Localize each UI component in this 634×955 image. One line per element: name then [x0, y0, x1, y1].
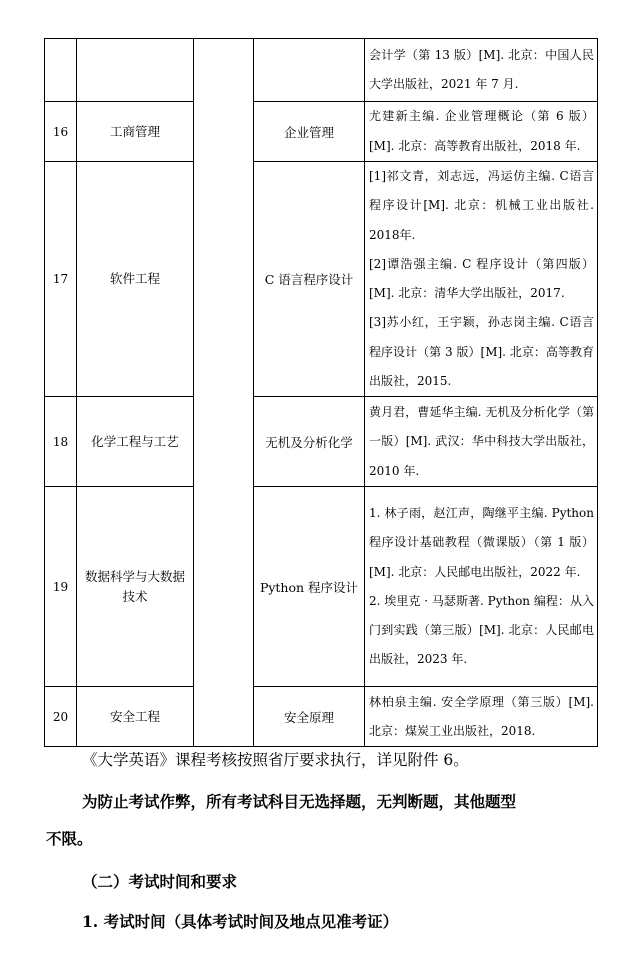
- reference-text: 会计学（第 13 版）[M]. 北京：中国人民大学出版社，2021 年 7 月.: [369, 47, 594, 91]
- reference-cell: [365, 397, 598, 487]
- reference-text: 1. 林子雨，赵江声，陶继平主编. Python 程序设计基础教程（微课版）（第 1 版）[M]. 北京：人民邮电出版社，2022 年.: [369, 505, 594, 579]
- course-name: 企业管理: [254, 102, 365, 162]
- major-name: 工商管理: [77, 102, 194, 162]
- table-row: [45, 162, 598, 397]
- anti-cheating-note: 为防止考试作弊，所有考试科目无选择题，无判断题，其他题型: [82, 792, 517, 811]
- row-number: 20: [45, 687, 77, 747]
- reference-cell: [365, 39, 598, 102]
- table-row: [45, 102, 598, 162]
- anti-cheating-note-continued: 不限。: [46, 829, 93, 848]
- reference-table: [44, 38, 598, 747]
- major-name: 数据科学与大数据技术: [77, 487, 194, 687]
- course-name: 无机及分析化学: [254, 397, 365, 487]
- major-name: 安全工程: [77, 687, 194, 747]
- reference-text: [3]苏小红，王宇颖，孙志岗主编. C语言程序设计（第 3 版）[M]. 北京：高等教育出版社，2015.: [369, 315, 594, 389]
- subsection-heading: 1. 考试时间（具体考试时间及地点见准考证）: [82, 912, 399, 931]
- row-number: 18: [45, 397, 77, 487]
- course-name: [254, 39, 365, 102]
- reference-cell: [365, 687, 598, 747]
- table-row: [45, 397, 598, 487]
- reference-text: 黄月君，曹延华主编. 无机及分析化学（第一版）[M]. 武汉：华中科技大学出版社，2010 年.: [369, 404, 594, 478]
- table-row: [45, 39, 598, 102]
- row-number: [45, 39, 77, 102]
- course-name: Python 程序设计: [254, 487, 365, 687]
- row-number: 17: [45, 162, 77, 397]
- major-name: [77, 39, 194, 102]
- table-row: [45, 487, 598, 687]
- major-name: 软件工程: [77, 162, 194, 397]
- english-course-note: 《大学英语》课程考核按照省厅要求执行，详见附件 6。: [82, 751, 469, 769]
- reference-text: 尤建新主编. 企业管理概论（第 6 版）[M]. 北京：高等教育出版社，2018 年.: [369, 109, 594, 153]
- table-row: [45, 687, 598, 747]
- merged-blank-cell: [194, 39, 254, 747]
- reference-cell: [365, 487, 598, 687]
- course-name: 安全原理: [254, 687, 365, 747]
- major-name: 化学工程与工艺: [77, 397, 194, 487]
- reference-cell: [365, 162, 598, 397]
- reference-cell: [365, 102, 598, 162]
- reference-text: 2. 埃里克 · 马瑟斯著. Python 编程：从入门到实践（第三版）[M]. 北京：人民邮电出版社，2023 年.: [369, 593, 594, 667]
- section-heading: （二）考试时间和要求: [82, 872, 238, 891]
- row-number: 19: [45, 487, 77, 687]
- course-name: C 语言程序设计: [254, 162, 365, 397]
- row-number: 16: [45, 102, 77, 162]
- reference-text: [2]谭浩强主编. C 程序设计（第四版）[M]. 北京：清华大学出版社，2017.: [369, 256, 594, 301]
- reference-text: 林柏泉主编. 安全学原理（第三版）[M]. 北京：煤炭工业出版社，2018.: [369, 694, 594, 738]
- reference-text: [1]祁文青，刘志远，冯运仿主编. C语言程序设计[M]. 北京：机械工业出版社. 2018年.: [369, 169, 594, 242]
